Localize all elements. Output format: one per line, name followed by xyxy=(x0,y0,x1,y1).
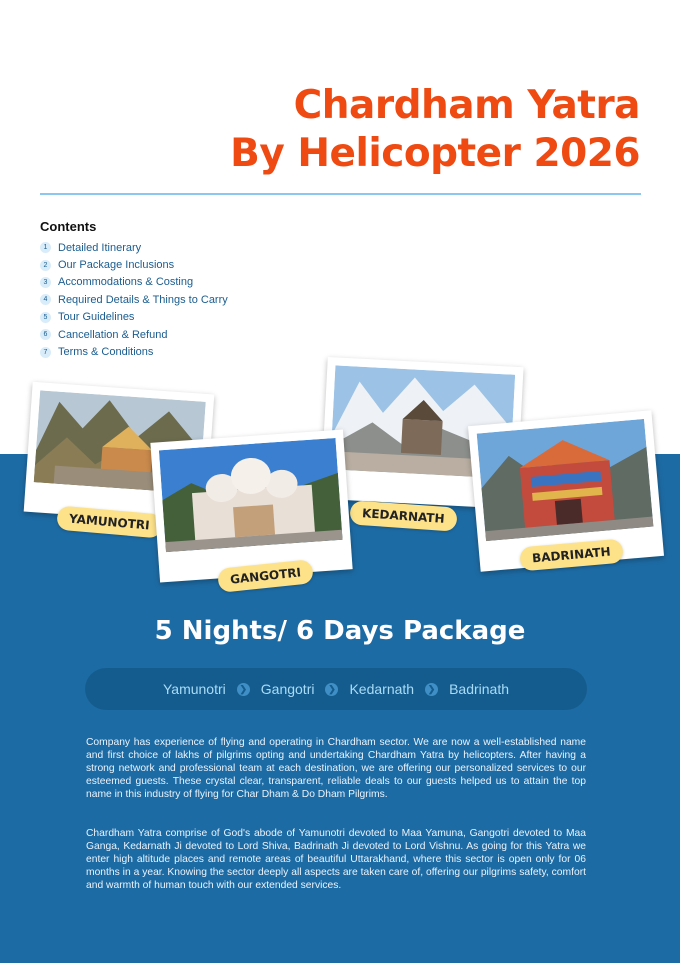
title-divider xyxy=(40,193,641,195)
item-label: Detailed Itinerary xyxy=(58,241,142,254)
item-number: 3 xyxy=(40,277,51,288)
chevron-right-icon: ❯ xyxy=(237,683,250,696)
yamunotri-label: YAMUNOTRI xyxy=(56,505,162,538)
item-label: Accommodations & Costing xyxy=(58,276,194,289)
item-label: Required Details & Things to Carry xyxy=(58,293,228,306)
item-label: Tour Guidelines xyxy=(58,311,135,324)
title-line-2: By Helicopter 2026 xyxy=(230,131,640,176)
kedarnath-label: KEDARNATH xyxy=(349,500,457,531)
item-label: Our Package Inclusions xyxy=(58,259,175,272)
chardham-paragraph: Chardham Yatra comprise of God's abode of Yamunotri devoted to Maa Yamuna, Gangotri devoted to Maa Ganga, Kedarnath Ji devoted to Lord Shiva, Badrinath Ji devoted to Lord Vishnu. As going for this Yatra we enter high altitude places and remote areas of beautiful Uttarakhand, where this sector is open only for 06 months in a year. Knowing the sector deeply all aspects are taken care of, offering our pilgrims safety, comfort and warmth of human touch with our extended services. xyxy=(86,828,586,891)
contents-item[interactable] xyxy=(40,326,228,343)
contents-item[interactable] xyxy=(40,309,228,326)
item-number: 6 xyxy=(40,329,51,340)
route-stop-gangotri: Gangotri xyxy=(260,681,315,697)
package-title: 5 Nights/ 6 Days Package xyxy=(154,616,526,646)
page-title xyxy=(230,82,640,178)
contents-list xyxy=(40,239,228,361)
chevron-right-icon: ❯ xyxy=(425,683,438,696)
contents-item[interactable] xyxy=(40,291,228,308)
item-label: Cancellation & Refund xyxy=(58,328,168,341)
contents-item[interactable] xyxy=(40,256,228,273)
item-number: 4 xyxy=(40,294,51,305)
contents-item[interactable] xyxy=(40,274,228,291)
route-bar xyxy=(85,668,587,710)
item-number: 5 xyxy=(40,312,51,323)
title-line-1: Chardham Yatra xyxy=(293,83,640,128)
contents-heading: Contents xyxy=(40,219,97,234)
gangotri-label: GANGOTRI xyxy=(217,559,314,593)
contents-item[interactable] xyxy=(40,239,228,256)
intro-paragraph: Company has experience of flying and operating in Chardham sector. We are now a well-established name and first choice of lakhs of pilgrims opting and undertaking Chardham Yatra by helicopters. After having a strong network and professional team at each destination, we are offering our personalized services to our esteemed guests. These crystal clear, transparent, reliable deals to our guests helped us to attain the top name in this industry of flying for Char Dham & Do Dham Pilgrims. xyxy=(86,737,586,800)
badrinath-label: BADRINATH xyxy=(519,539,623,572)
route-stop-kedarnath: Kedarnath xyxy=(349,681,415,697)
item-number: 1 xyxy=(40,242,51,253)
badrinath-image xyxy=(477,419,654,541)
item-number: 7 xyxy=(40,347,51,358)
route-stop-badrinath: Badrinath xyxy=(449,681,510,697)
gangotri-image xyxy=(159,438,343,552)
contents-item[interactable] xyxy=(40,343,228,360)
item-number: 2 xyxy=(40,260,51,271)
route-stop-yamunotri: Yamunotri xyxy=(162,681,226,697)
gangotri-photo xyxy=(150,429,352,582)
chevron-right-icon: ❯ xyxy=(325,683,338,696)
item-label: Terms & Conditions xyxy=(58,346,154,359)
